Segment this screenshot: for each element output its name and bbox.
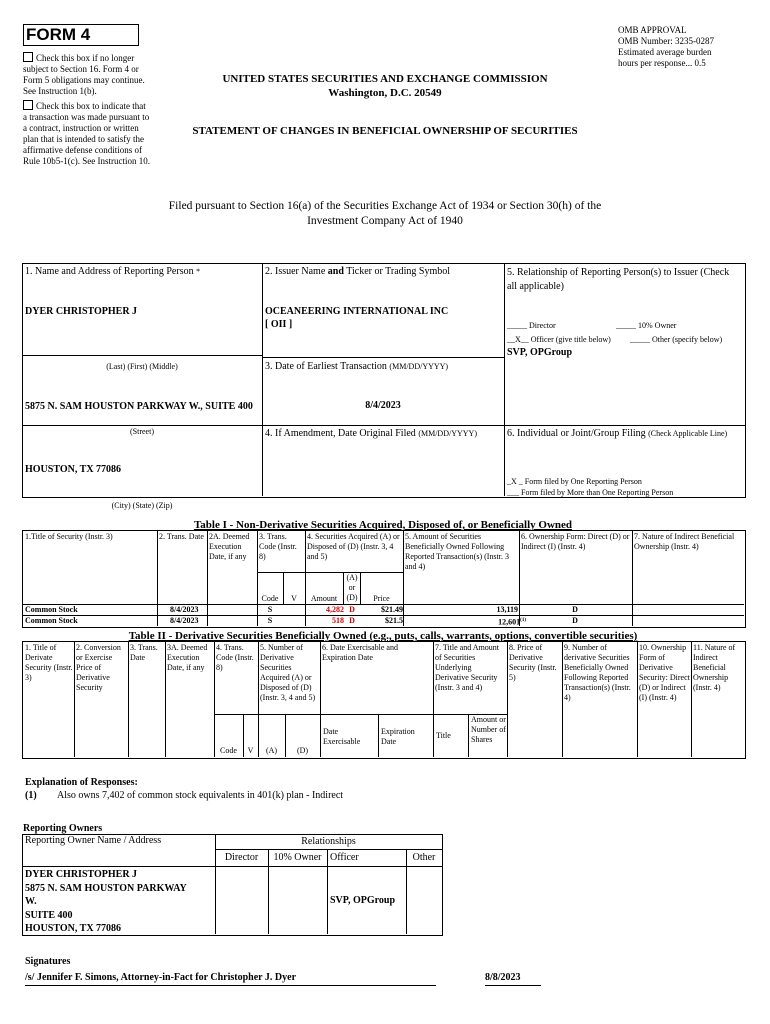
- footnote-ref[interactable]: (1): [520, 618, 526, 623]
- table2-sub-a: (A): [265, 746, 278, 755]
- filed-pursuant-line: Investment Company Act of 1940: [307, 215, 463, 227]
- omb-line: OMB APPROVAL: [618, 25, 687, 35]
- filing-one-person: _X _ Form filed by One Reporting Person: [507, 477, 642, 486]
- row-date: 8/4/2023: [170, 616, 199, 625]
- omb-line: Estimated average burden: [618, 47, 712, 57]
- row-date: 8/4/2023: [170, 605, 199, 614]
- omb-line: OMB Number: 3235-0287: [618, 36, 714, 46]
- issuer-ticker: [ OII ]: [265, 319, 293, 330]
- table1-col-owned: 5. Amount of Securities Beneficially Owned Following Reported Transaction(s) (Instr. 3 and 4): [405, 532, 509, 571]
- owners-col-name: Reporting Owner Name / Address: [25, 835, 162, 846]
- table1-title: Table I - Non-Derivative Securities Acquired, Disposed of, or Beneficially Owned: [193, 519, 573, 531]
- table1-sub-code: Code: [261, 594, 279, 603]
- row-amount: 518: [332, 616, 344, 625]
- table2-sub-date-exercisable: Date Exercisable: [323, 727, 361, 746]
- omb-line: hours per response... 0.5: [618, 58, 706, 68]
- joint-filing-label: 6. Individual or Joint/Group Filing (Check Applicable Line): [507, 428, 728, 439]
- signatures-heading: Signatures: [25, 956, 71, 967]
- row-aord: D: [349, 616, 355, 625]
- table2-col-price: 8. Price of Derivative Security (Instr. 5): [509, 643, 557, 682]
- table2-col-conversion: 2. Conversion or Exercise Price of Derivative Security: [76, 643, 121, 692]
- form-title: FORM 4: [23, 24, 139, 46]
- table2-col-trans-date: 3. Trans. Date: [130, 643, 158, 662]
- filed-pursuant-text: [100, 199, 670, 229]
- table2-col-owned: 9. Number of derivative Securities Beneficially Owned Following Reported Transaction(s) (Instr. 4): [564, 643, 631, 702]
- owners-col-relationships: Relationships: [301, 836, 356, 847]
- table2-sub-title: Title: [436, 731, 451, 740]
- city-label: (City) (State) (Zip): [111, 501, 173, 510]
- table2-col-exercisable: 6. Date Exercisable and Expiration Date: [322, 643, 398, 662]
- table1-sub-amount: Amount: [310, 594, 338, 603]
- row-code: S: [267, 605, 273, 614]
- table2-col-trans-code: 4. Trans. Code (Instr. 8): [216, 643, 254, 672]
- checkbox-section16-block: [23, 52, 151, 97]
- agency-location: Washington, D.C. 20549: [328, 87, 442, 99]
- table1-col-securities: 4. Securities Acquired (A) or Disposed of (D) (Instr. 3, 4 and 5): [307, 532, 400, 561]
- table2-sub-code: Code: [220, 746, 237, 755]
- table1-sub-v: V: [291, 594, 297, 603]
- section16-checkbox[interactable]: [23, 52, 33, 62]
- section16-checkbox-label: Check this box if no longer subject to Section 16. Form 4 or Form 5 obligations may continue. See Instruction 1(b).: [23, 53, 145, 96]
- table1-col-deemed-date: 2A. Deemed Execution Date, if any: [209, 532, 250, 561]
- owner-line: DYER CHRISTOPHER J: [25, 869, 138, 880]
- owners-col-officer: Officer: [330, 852, 359, 863]
- row-security: Common Stock: [25, 605, 78, 614]
- table-row: [22, 616, 744, 626]
- table1-sub-aord: (A) or (D): [346, 573, 358, 602]
- owners-col-director: Director: [224, 852, 259, 863]
- row-amount: 4,282: [326, 605, 344, 614]
- owner-officer-title: SVP, OPGroup: [330, 895, 396, 906]
- table2-col-title: 1. Title of Derivate Security (Instr. 3): [25, 643, 73, 682]
- table2-sub-amount: Amount or Number of Shares: [471, 715, 506, 744]
- rule-10b5-checkbox-label: Check this box to indicate that a transaction was made pursuant to a contract, instruction or written plan that is intended to satisfy the affirmative defense conditions of Rule 10b5-1(c). See Instruction 10.: [23, 101, 150, 166]
- owner-line: HOUSTON, TX 77086: [25, 923, 122, 934]
- row-owned: 13,119: [496, 605, 518, 614]
- footnote-text: Also owns 7,402 of common stock equivalents in 401(k) plan - Indirect: [57, 790, 344, 801]
- table1-col-title: 1.Title of Security (Instr. 3): [25, 532, 113, 541]
- table1-col-trans-code: 3. Trans. Code (Instr. 8): [259, 532, 297, 561]
- reporting-person-box: [22, 263, 746, 498]
- explanation-heading: Explanation of Responses:: [25, 777, 138, 788]
- owners-col-10pct: 10% Owner: [273, 852, 322, 863]
- row-code: S: [267, 616, 273, 625]
- table2-col-nature: 11. Nature of Indirect Beneficial Ownership (Instr. 4): [693, 643, 736, 692]
- signature-line: /s/ Jennifer F. Simons, Attorney-in-Fact for Christopher J. Dyer: [25, 972, 436, 986]
- table1-col-trans-date: 2. Trans. Date: [159, 532, 204, 541]
- reporting-person-name: DYER CHRISTOPHER J: [25, 306, 138, 317]
- issuer-label: 2. Issuer Name and Ticker or Trading Symbol: [265, 266, 451, 277]
- rel-ten-percent-owner: _____ 10% Owner: [616, 321, 677, 330]
- statement-title: STATEMENT OF CHANGES IN BENEFICIAL OWNERSHIP OF SECURITIES: [192, 125, 578, 137]
- rule-10b5-checkbox[interactable]: [23, 100, 33, 110]
- officer-title: SVP, OPGroup: [507, 347, 573, 358]
- earliest-transaction-date: 8/4/2023: [365, 400, 401, 411]
- row-form: D: [572, 616, 578, 625]
- rel-other: _____ Other (specify below): [630, 335, 723, 344]
- owner-line: W.: [25, 896, 37, 907]
- row-price: $21.5: [385, 616, 403, 625]
- reporting-person-label: 1. Name and Address of Reporting Person *: [25, 266, 201, 277]
- rel-director: _____ Director: [507, 321, 556, 330]
- name-parts-label: (Last) (First) (Middle): [106, 362, 178, 371]
- table1-sub-price: Price: [373, 594, 390, 603]
- reporting-city: HOUSTON, TX 77086: [25, 464, 122, 475]
- table1-col-nature: 7. Nature of Indirect Beneficial Ownership (Instr. 4): [634, 532, 735, 551]
- omb-approval-block: [618, 25, 758, 69]
- earliest-transaction-label: 3. Date of Earliest Transaction (MM/DD/YYYY): [265, 361, 449, 372]
- row-form: D: [572, 605, 578, 614]
- reporting-owners-heading: Reporting Owners: [23, 823, 103, 834]
- filed-pursuant-line: Filed pursuant to Section 16(a) of the Securities Exchange Act of 1934 or Section 30(h) of the: [168, 200, 602, 212]
- table2-title: Table II - Derivative Securities Beneficially Owned (e.g., puts, calls, warrants, options, convertible securities): [128, 630, 638, 642]
- table1-col-ownership-form: 6. Ownership Form: Direct (D) or Indirect (I) (Instr. 4): [521, 532, 630, 551]
- owner-line: SUITE 400: [25, 909, 73, 921]
- table2-col-ownership-form: 10. Ownership Form of Derivative Security: Direct (D) or Indirect (I) (Instr. 4): [639, 643, 690, 702]
- street-label: (Street): [130, 427, 154, 436]
- owners-col-other: Other: [412, 852, 436, 863]
- filing-more-persons: ___ Form filed by More than One Reporting Person: [507, 488, 674, 497]
- table2-col-underlying: 7. Title and Amount of Securities Underlying Derivative Security (Instr. 3 and 4): [435, 643, 500, 692]
- table2-sub-v: V: [247, 746, 254, 755]
- owner-line: 5875 N. SAM HOUSTON PARKWAY: [25, 882, 187, 894]
- table2-col-deemed-date: 3A. Deemed Execution Date, if any: [167, 643, 208, 672]
- signature-date: 8/8/2023: [485, 972, 541, 986]
- reporting-street: 5875 N. SAM HOUSTON PARKWAY W., SUITE 400: [25, 401, 253, 412]
- owner-name-address: [25, 868, 213, 936]
- table-row: [22, 605, 744, 615]
- table2-sub-d: (D): [296, 746, 309, 755]
- table2-sub-expiration: Expiration Date: [381, 727, 415, 746]
- rel-officer: __X__ Officer (give title below): [507, 335, 611, 344]
- amendment-label: 4. If Amendment, Date Original Filed (MM/DD/YYYY): [265, 428, 477, 439]
- agency-name: UNITED STATES SECURITIES AND EXCHANGE COMMISSION: [222, 73, 548, 85]
- row-owned: 12,601$^{(1)}$: [498, 617, 526, 627]
- row-security: Common Stock: [25, 616, 78, 625]
- row-aord: D: [349, 605, 355, 614]
- relationship-label: 5. Relationship of Reporting Person(s) to Issuer (Check all applicable): [507, 267, 730, 292]
- footnote-number: (1): [25, 790, 37, 801]
- row-price: $21.49: [381, 605, 403, 614]
- issuer-name: OCEANEERING INTERNATIONAL INC: [265, 306, 449, 317]
- table2-col-number: 5. Number of Derivative Securities Acquired (A) or Disposed of (D) (Instr. 3, 4 and 5): [260, 643, 316, 702]
